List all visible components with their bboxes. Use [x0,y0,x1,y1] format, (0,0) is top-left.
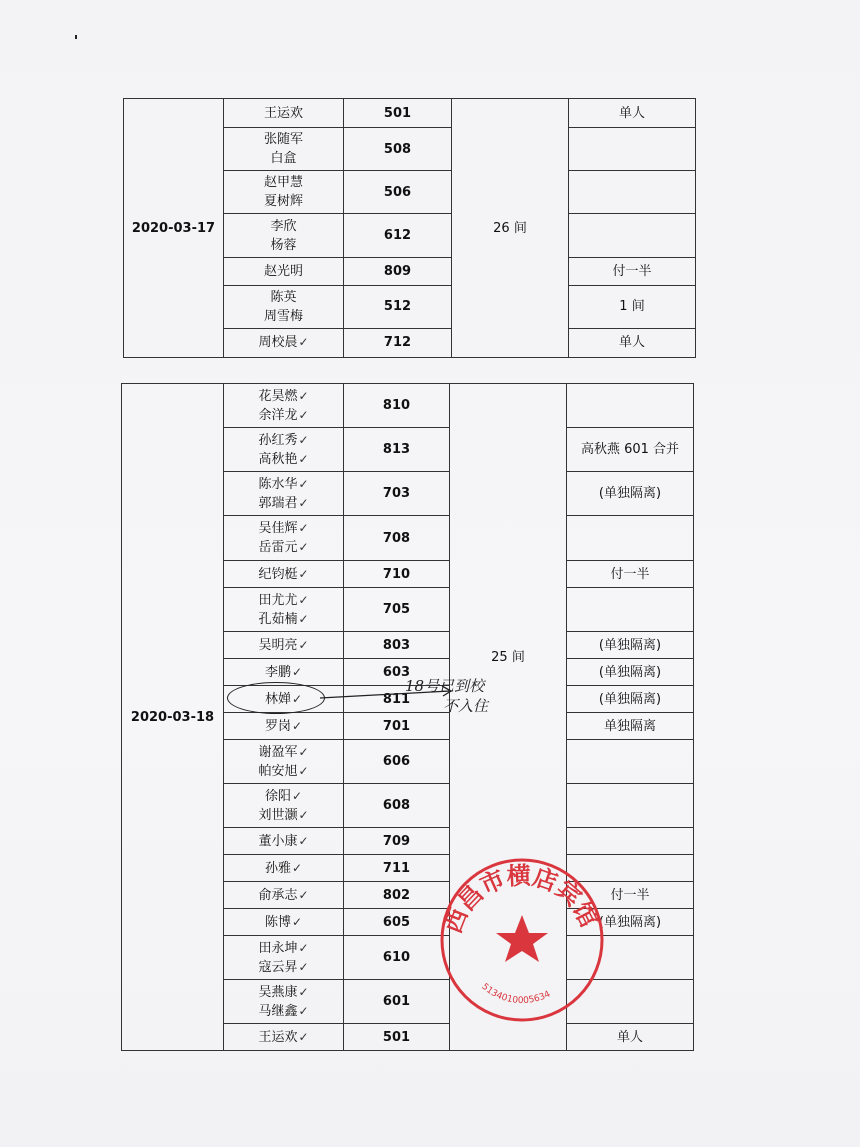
svg-text:5134010005634: 5134010005634 [479,981,553,1007]
guest-name-text: 赵光明 [263,263,303,279]
rooms-total-cell: 26 间 [452,99,569,358]
names-cell [224,171,344,214]
check-mark-icon: ✓ [298,540,309,554]
note-cell [567,828,694,855]
note-cell [569,214,696,257]
guest-name-text: 周校晨 [258,335,298,351]
handwritten-line-1: 18号已到校 [405,677,485,695]
room-number-cell: 710 [344,561,450,588]
guest-name-text: 寇云昇 [258,959,298,975]
room-number-cell: 709 [344,828,450,855]
names-cell [224,713,344,740]
guest-name-text: 吴明亮 [258,637,298,653]
guest-name-text: 纪钧梃 [258,566,298,582]
handwritten-circle [227,682,325,714]
note-cell: (单独隔离) [567,659,694,686]
names-cell [224,285,344,328]
names-cell [224,1024,344,1051]
guest-name [224,717,343,736]
guest-name [224,450,343,469]
guest-name-text: 田永坤 [258,940,298,956]
note-cell [567,384,694,428]
guest-name-text: 谢盈军 [258,744,298,760]
note-cell: (单独隔离) [567,632,694,659]
guest-name [224,387,343,406]
guest-name-text: 王运欢 [258,1029,298,1045]
check-mark-icon: ✓ [298,637,309,652]
check-mark-icon: ✓ [298,566,309,581]
check-mark-icon: ✓ [298,521,309,535]
guest-name-text: 杨蓉 [270,237,297,253]
guest-name [224,431,343,450]
room-number-cell: 708 [344,516,450,561]
room-number-cell: 501 [344,99,452,128]
room-number-cell: 811 [344,686,450,713]
note-cell: 高秋燕 601 合并 [567,428,694,472]
guest-name-text: 刘世灏 [258,807,298,823]
guest-name [224,565,343,584]
room-number-cell: 612 [344,214,452,257]
room-number-cell: 506 [344,171,452,214]
guest-name-text: 吴燕康 [258,984,298,1000]
check-mark-icon: ✓ [298,807,309,822]
check-mark-icon: ✓ [298,763,309,778]
guest-name-text: 俞承志 [258,887,298,903]
guest-name [224,610,343,629]
note-cell: 付一半 [567,882,694,909]
names-cell [224,828,344,855]
check-mark-icon: ✓ [298,984,309,999]
room-number-cell: 712 [344,328,452,357]
note-cell: 单人 [569,328,696,357]
guest-name-text: 徐阳 [264,788,291,804]
note-cell: 付一半 [567,561,694,588]
guest-name [224,636,343,655]
rooms-total-cell: 25 间 [450,384,567,1051]
guest-name [224,307,343,326]
guest-name [224,538,343,557]
check-mark-icon: ✓ [291,718,303,733]
note-cell: 1 间 [569,285,696,328]
lodging-table-2020-03-18 [121,383,694,1051]
check-mark-icon: ✓ [291,664,303,679]
guest-name [224,333,343,352]
note-cell [567,740,694,784]
guest-name-text: 孙红秀 [258,432,298,448]
guest-name [224,762,343,781]
names-cell [224,882,344,909]
note-cell: (单独隔离) [567,472,694,516]
check-mark-icon: ✓ [298,476,309,491]
room-number-cell: 809 [344,257,452,285]
note-cell [569,128,696,171]
guest-name-text: 吴佳辉 [258,521,298,536]
room-number-cell: 508 [344,128,452,171]
guest-name [224,787,343,806]
names-cell [224,214,344,257]
guest-name-text: 李欣 [270,218,297,234]
room-number-cell: 810 [344,384,450,428]
room-number-cell: 813 [344,428,450,472]
note-cell [569,171,696,214]
guest-name [224,743,343,762]
guest-name-text: 高秋艳 [258,451,298,467]
guest-name [224,663,343,682]
names-cell [224,980,344,1024]
guest-name-text: 陈水华 [258,476,298,492]
guest-name [224,262,343,281]
guest-name-text: 赵甲慧 [263,175,303,191]
guest-name-text: 郭瑞君 [258,495,298,511]
guest-name-text: 岳雷元 [258,540,298,555]
room-number-cell: 701 [344,713,450,740]
note-cell [567,516,694,561]
table-row [124,99,696,128]
names-cell [224,128,344,171]
guest-name-text: 余洋龙 [258,407,298,423]
check-mark-icon: ✓ [298,432,309,447]
names-cell [224,257,344,285]
guest-name [224,475,343,494]
guest-name [224,236,343,255]
names-cell [224,588,344,632]
guest-name-text: 花昊燃 [258,388,298,404]
guest-name [224,288,343,307]
note-cell: (单独隔离) [567,909,694,936]
date-cell: 2020-03-18 [122,384,224,1051]
room-number-cell: 703 [344,472,450,516]
guest-name-text: 帕安旭 [258,763,298,779]
names-cell [224,328,344,357]
note-cell: 单独隔离 [567,713,694,740]
guest-name-text: 李鹏 [264,664,291,680]
official-seal-stamp [437,855,607,1025]
room-number-cell: 603 [344,659,450,686]
check-mark-icon: ✓ [291,860,303,875]
guest-name-text: 王运欢 [263,105,303,121]
note-cell: (单独隔离) [567,686,694,713]
table-row [122,384,694,428]
guest-name [224,1028,343,1047]
guest-name [224,591,343,610]
check-mark-icon: ✓ [298,592,309,607]
check-mark-icon: ✓ [291,691,303,706]
note-cell: 单人 [569,99,696,128]
names-cell [224,99,344,128]
svg-text:西昌市横店宾馆: 西昌市横店宾馆 [438,861,604,938]
guest-name [224,958,343,977]
check-mark-icon: ✓ [298,407,309,422]
names-cell [224,784,344,828]
room-number-cell: 605 [344,909,450,936]
speck [75,35,77,39]
guest-name [224,104,343,123]
date-cell: 2020-03-17 [124,99,224,358]
check-mark-icon: ✓ [298,1003,309,1018]
guest-name-text: 张随军 [263,132,303,148]
check-mark-icon: ✓ [298,611,309,626]
guest-name-text: 孙雅 [264,860,291,876]
guest-name-text: 林婵 [264,691,291,707]
check-mark-icon: ✓ [298,1029,309,1044]
guest-name-text: 周雪梅 [263,308,303,324]
check-mark-icon: ✓ [298,940,309,955]
names-cell [224,740,344,784]
names-cell [224,936,344,980]
note-cell [567,784,694,828]
room-number-cell: 512 [344,285,452,328]
room-number-cell: 705 [344,588,450,632]
guest-name-text: 陈博 [264,914,291,930]
note-cell: 单人 [567,1024,694,1051]
check-mark-icon: ✓ [298,959,309,974]
guest-name [224,859,343,878]
guest-name [224,192,343,211]
names-cell [224,632,344,659]
note-cell: 付一半 [569,257,696,285]
names-cell [224,472,344,516]
names-cell [224,428,344,472]
guest-name [224,406,343,425]
room-number-cell: 610 [344,936,450,980]
guest-name [224,519,343,538]
guest-name [224,1002,343,1021]
guest-name-text: 孔茹楠 [258,611,298,627]
room-number-cell: 606 [344,740,450,784]
check-mark-icon: ✓ [291,788,303,803]
lodging-table-2020-03-17 [123,98,696,358]
room-number-cell: 711 [344,855,450,882]
guest-name [224,149,343,168]
guest-name [224,806,343,825]
guest-name [224,217,343,236]
room-number-cell: 802 [344,882,450,909]
guest-name [224,130,343,149]
note-cell [567,588,694,632]
handwritten-annotation [405,676,488,716]
check-mark-icon: ✓ [298,495,309,510]
room-number-cell: 608 [344,784,450,828]
check-mark-icon: ✓ [298,335,309,350]
guest-name [224,832,343,851]
names-cell [224,516,344,561]
handwritten-line-2: 不入住 [443,697,489,715]
guest-name-text: 夏树辉 [263,194,303,210]
names-cell [224,561,344,588]
guest-name [224,913,343,932]
guest-name [224,939,343,958]
guest-name-text: 白盒 [270,151,297,167]
guest-name-text: 田尤尤 [258,592,298,608]
guest-name [224,494,343,513]
guest-name-text: 董小康 [258,833,298,849]
guest-name-text: 陈英 [270,289,297,305]
names-cell [224,384,344,428]
guest-name-text: 马继鑫 [258,1003,298,1019]
check-mark-icon: ✓ [298,744,309,759]
guest-name [224,983,343,1002]
guest-name [224,173,343,192]
guest-name [224,886,343,905]
guest-name-text: 罗岗 [264,718,291,734]
room-number-cell: 601 [344,980,450,1024]
check-mark-icon: ✓ [298,887,309,902]
names-cell [224,855,344,882]
check-mark-icon: ✓ [291,914,303,929]
check-mark-icon: ✓ [298,833,309,848]
check-mark-icon: ✓ [298,451,309,466]
check-mark-icon: ✓ [298,388,309,403]
room-number-cell: 803 [344,632,450,659]
names-cell [224,909,344,936]
room-number-cell: 501 [344,1024,450,1051]
